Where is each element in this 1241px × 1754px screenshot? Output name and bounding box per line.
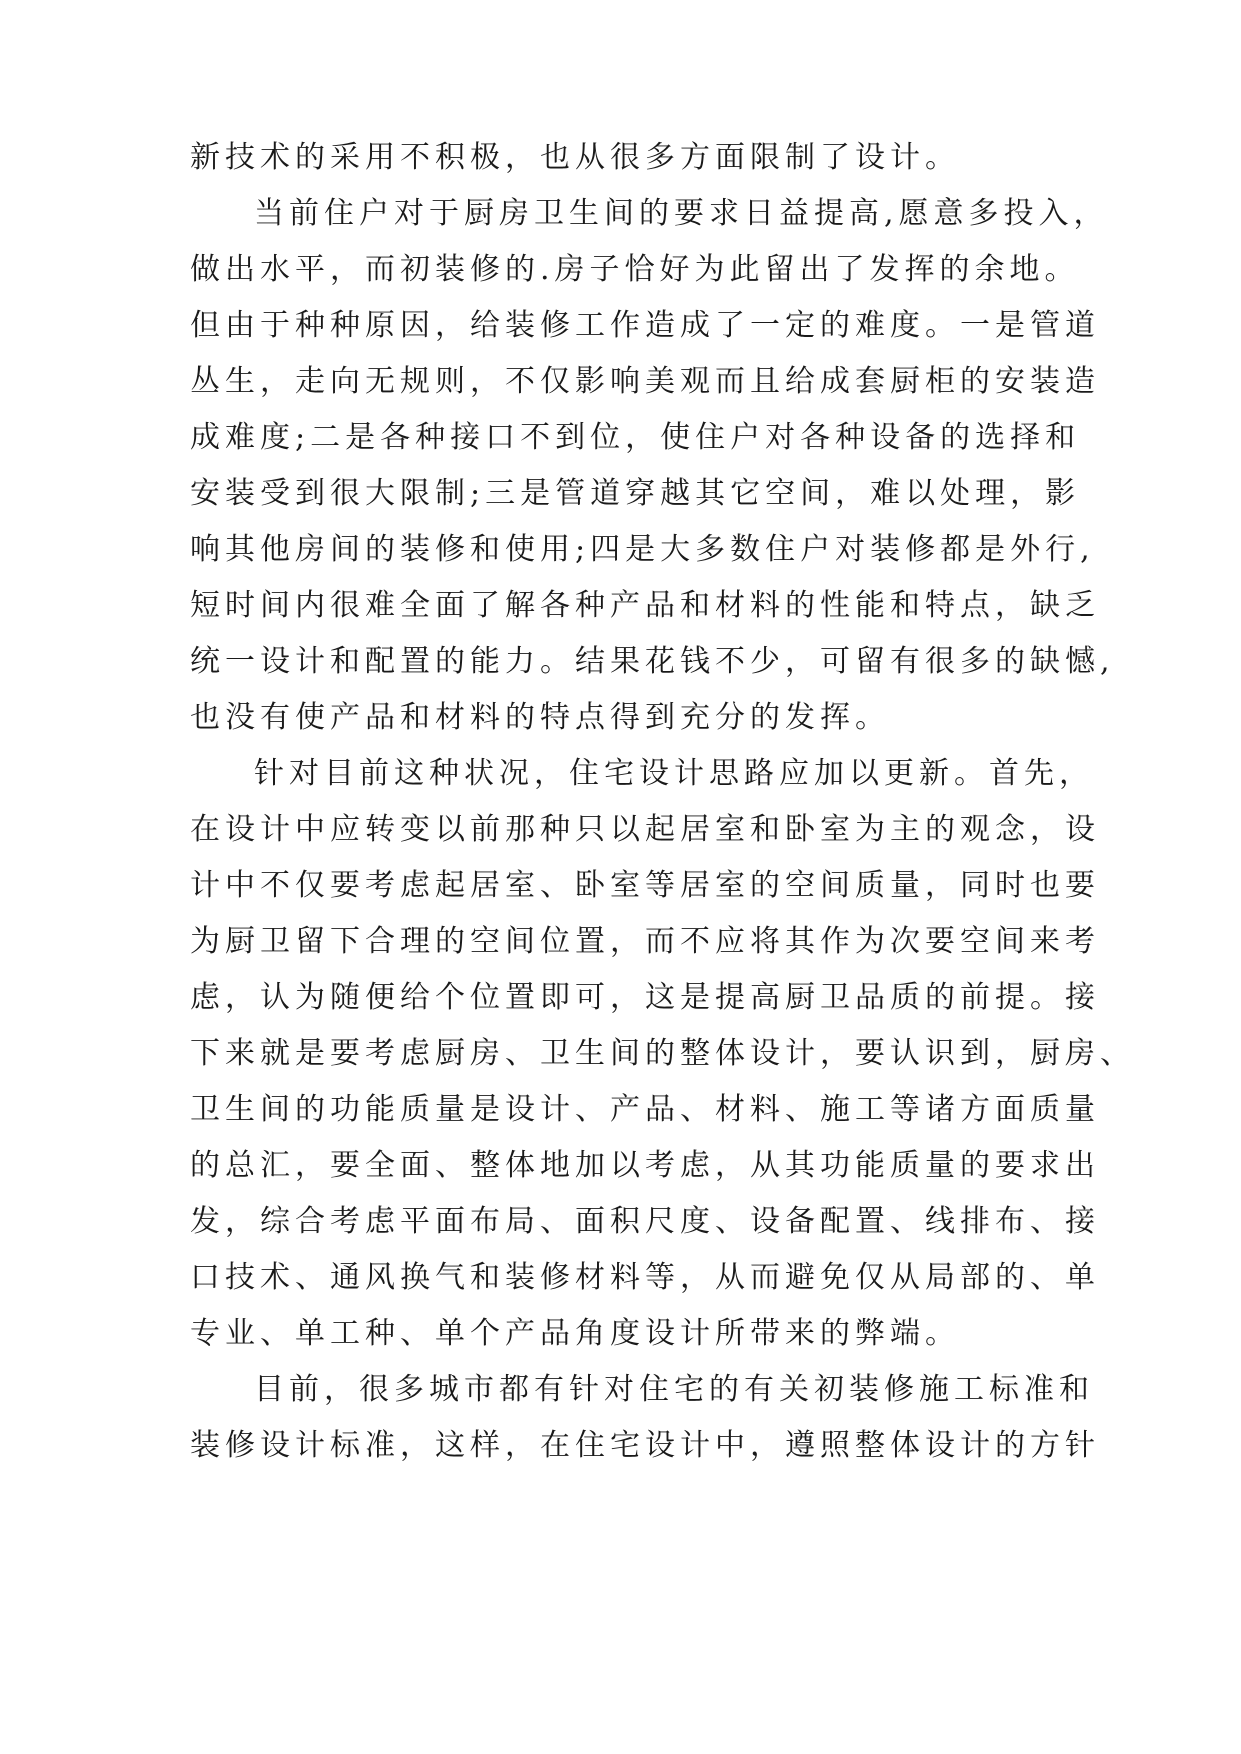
text-line: 也没有使产品和材料的特点得到充分的发挥。 bbox=[190, 700, 890, 735]
text-line: 专业、单工种、单个产品角度设计所带来的弊端。 bbox=[190, 1316, 960, 1351]
text-line: 在设计中应转变以前那种只以起居室和卧室为主的观念，设 bbox=[190, 812, 1100, 847]
text-line: 的总汇，要全面、整体地加以考虑，从其功能质量的要求出 bbox=[190, 1148, 1100, 1183]
text-line: 卫生间的功能质量是设计、产品、材料、施工等诸方面质量 bbox=[190, 1092, 1100, 1127]
text-line: 做出水平，而初装修的.房子恰好为此留出了发挥的余地。 bbox=[190, 252, 1080, 287]
paragraph-first-line: 目前，很多城市都有针对住宅的有关初装修施工标准和 bbox=[254, 1372, 1094, 1407]
text-line: 安装受到很大限制;三是管道穿越其它空间，难以处理，影 bbox=[190, 476, 1081, 511]
paragraph-first-line: 针对目前这种状况，住宅设计思路应加以更新。首先， bbox=[254, 756, 1094, 791]
text-line: 虑，认为随便给个位置即可，这是提高厨卫品质的前提。接 bbox=[190, 980, 1100, 1015]
text-line: 新技术的采用不积极，也从很多方面限制了设计。 bbox=[190, 140, 960, 175]
text-line: 但由于种种原因，给装修工作造成了一定的难度。一是管道 bbox=[190, 308, 1100, 343]
text-line: 装修设计标准，这样，在住宅设计中，遵照整体设计的方针 bbox=[190, 1428, 1100, 1463]
paragraph-first-line: 当前住户对于厨房卫生间的要求日益提高,愿意多投入， bbox=[254, 196, 1109, 231]
text-line: 口技术、通风换气和装修材料等，从而避免仅从局部的、单 bbox=[190, 1260, 1100, 1295]
text-line: 响其他房间的装修和使用;四是大多数住户对装修都是外行, bbox=[190, 532, 1095, 567]
text-line: 下来就是要考虑厨房、卫生间的整体设计，要认识到，厨房、 bbox=[190, 1036, 1135, 1071]
text-line: 发，综合考虑平面布局、面积尺度、设备配置、线排布、接 bbox=[190, 1204, 1100, 1239]
text-line: 丛生，走向无规则，不仅影响美观而且给成套厨柜的安装造 bbox=[190, 364, 1100, 399]
text-line: 短时间内很难全面了解各种产品和材料的性能和特点，缺乏 bbox=[190, 588, 1100, 623]
text-line: 统一设计和配置的能力。结果花钱不少，可留有很多的缺憾, bbox=[190, 644, 1115, 679]
text-line: 成难度;二是各种接口不到位，使住户对各种设备的选择和 bbox=[190, 420, 1081, 455]
text-line: 计中不仅要考虑起居室、卧室等居室的空间质量，同时也要 bbox=[190, 868, 1100, 903]
text-line: 为厨卫留下合理的空间位置，而不应将其作为次要空间来考 bbox=[190, 924, 1100, 959]
